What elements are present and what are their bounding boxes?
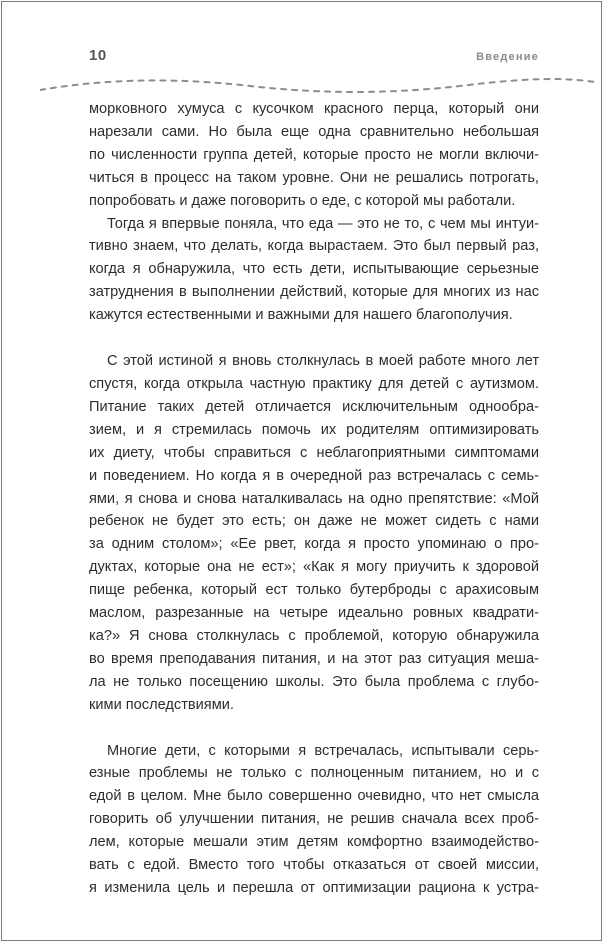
text-line: спустя, когда открыла частную практику для детей с аутизмом. xyxy=(89,375,539,392)
decorative-wavy-divider xyxy=(40,72,595,96)
text-line: вать с едой. Вместо того чтобы отказаться от своей миссии, xyxy=(89,857,539,874)
text-line: читься в процесс на таком уровне. Они не решались потрогать, xyxy=(89,169,539,186)
paragraph-2 xyxy=(89,213,539,328)
text-line: зием, и я стремилась помочь их родителям оптимизировать xyxy=(89,421,539,438)
text-line: ребенок не будет это есть; он даже не может сидеть с нами xyxy=(89,513,539,530)
text-line: маслом, разрезанные на четыре идеально ровных квадрати- xyxy=(89,605,539,622)
paragraph-gap xyxy=(89,717,539,740)
text-line: когда я обнаружила, что есть дети, испытывающие серьезные xyxy=(89,261,539,278)
text-line: попробовать и даже поговорить о еде, с которой мы работали. xyxy=(89,192,516,209)
text-line: едой в целом. Мне было совершенно очевидно, что нет смысла xyxy=(89,788,539,805)
text-line: затруднения в выполнении действий, которые для многих из нас xyxy=(89,284,539,301)
text-line: во время преподавания питания, и на этот раз ситуация меша- xyxy=(89,650,539,667)
text-line: Питание таких детей отличается исключительным однообра- xyxy=(89,398,539,415)
text-line: С этой истиной я вновь столкнулась в моей работе много лет xyxy=(107,353,539,370)
section-title: Введение xyxy=(476,51,539,63)
text-line: ка?» Я снова столкнулась с проблемой, которую обнаружила xyxy=(89,627,539,644)
text-line: тивно знаем, что делать, когда вырастаем. Это был первый раз, xyxy=(89,238,539,255)
page-number: 10 xyxy=(89,47,107,64)
text-line: по численности группа детей, которые просто не могли включи- xyxy=(89,146,539,163)
text-line: лем, которые мешали этим детям комфортно взаимодейство- xyxy=(89,834,539,851)
paragraph-4 xyxy=(89,740,539,900)
text-line: Многие дети, с которыми я встречалась, испытывали серь- xyxy=(107,742,539,759)
text-line: нарезали сами. Но была еще одна сравнительно небольшая xyxy=(89,123,539,140)
paragraph-3 xyxy=(89,350,539,717)
text-line: дуктах, которые она не ест»; «Как я могу приучить к здоровой xyxy=(89,559,539,576)
paragraph-1 xyxy=(89,98,539,213)
text-line: морковного хумуса с кусочком красного перца, который они xyxy=(89,101,539,117)
text-line: говорить об улучшении питания, не решив сначала всех проб- xyxy=(89,811,539,828)
text-line: ла не только посещению школы. Это была проблема с глубо- xyxy=(89,673,539,690)
text-line: ями, я снова и снова наталкивалась на одно препятствие: «Мой xyxy=(89,490,539,507)
text-line: и поведением. Но когда я в очередной раз встречалась с семь- xyxy=(89,467,539,484)
text-line: Тогда я впервые поняла, что еда — это не то, с чем мы интуи- xyxy=(107,215,539,232)
paragraph-gap xyxy=(89,327,539,350)
text-line: их диету, чтобы справиться с неблагоприятными симптомами xyxy=(89,444,539,461)
text-line: кажутся естественными и важными для нашего благополучия. xyxy=(89,307,513,324)
text-line: езные проблемы не только с полноценным питанием, но и с xyxy=(89,765,539,782)
body-text xyxy=(89,98,539,900)
text-line: я изменила цель и перешла от оптимизации рациона к устра- xyxy=(89,880,539,896)
text-line: за одним столом»; «Ее рвет, когда я просто упоминаю о про- xyxy=(89,536,539,553)
text-line: кими последствиями. xyxy=(89,696,234,713)
text-line: пище ребенка, который ест только бутерброды с арахисовым xyxy=(89,582,539,599)
